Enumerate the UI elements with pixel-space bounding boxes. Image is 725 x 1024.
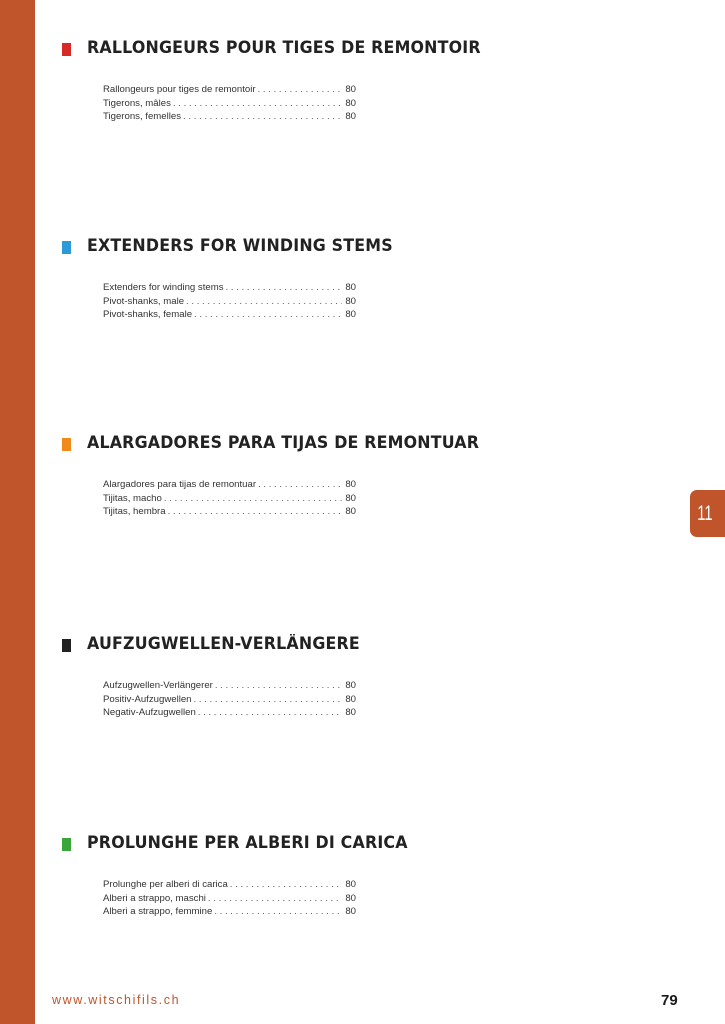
entry-list: [103, 879, 356, 920]
dot-leader: [164, 493, 343, 504]
list-item: [103, 111, 356, 125]
dot-leader: [226, 282, 343, 293]
entry-page: 80: [345, 97, 356, 109]
entry-page: 80: [345, 707, 356, 718]
entry-label: Aufzugwellen-Verlängerer: [103, 680, 213, 691]
entry-label: Tijitas, macho: [103, 492, 162, 504]
list-item: [103, 680, 356, 694]
list-item: [103, 98, 356, 112]
dot-leader: [258, 479, 342, 490]
list-item: [103, 493, 356, 507]
dot-leader: [194, 309, 342, 320]
entry-label: Rallongeurs pour tiges de remontoir: [103, 84, 256, 95]
dot-leader: [186, 296, 342, 307]
section-title: PROLUNGHE PER ALBERI DI CARICA: [87, 833, 408, 852]
dot-leader: [194, 694, 343, 705]
entry-label: Alargadores para tijas de remontuar: [103, 479, 257, 490]
entry-list: [103, 282, 356, 323]
left-color-band: [0, 0, 35, 1024]
entry-label: Prolunghe per alberi di carica: [103, 879, 228, 890]
section-marker: [62, 639, 71, 652]
website-url: www.witschifils.ch: [52, 993, 181, 1007]
entry-label: Pivot-shanks, female: [103, 309, 193, 320]
dot-leader: [258, 84, 343, 95]
list-item: [103, 296, 356, 310]
dot-leader: [173, 98, 342, 109]
chapter-number: 11: [697, 502, 713, 525]
entry-list: [103, 479, 356, 520]
section-marker: [62, 241, 71, 254]
dot-leader: [208, 893, 342, 904]
list-item: [103, 506, 356, 520]
list-item: [103, 707, 356, 721]
page-number: 79: [661, 992, 678, 1009]
entry-page: 80: [345, 906, 356, 917]
entry-list: [103, 680, 356, 721]
entry-label: Tigerons, femelles: [103, 111, 182, 122]
entry-label: Alberi a strappo, femmine: [103, 906, 213, 917]
section-title: ALARGADORES PARA TIJAS DE REMONTUAR: [87, 433, 480, 452]
list-item: [103, 879, 356, 893]
entry-page: 80: [345, 879, 356, 890]
entry-label: Tijitas, hembra: [103, 506, 166, 517]
list-item: [103, 694, 356, 708]
entry-page: 80: [345, 680, 356, 691]
list-item: [103, 893, 356, 907]
entry-page: 80: [345, 111, 356, 122]
dot-leader: [183, 111, 342, 122]
list-item: [103, 84, 356, 98]
entry-page: 80: [345, 492, 356, 504]
entry-page: 80: [345, 282, 356, 293]
dot-leader: [215, 680, 342, 691]
entry-label: Positiv-Aufzugwellen: [103, 693, 192, 705]
entry-list: [103, 84, 356, 125]
entry-page: 80: [345, 892, 356, 904]
list-item: [103, 906, 356, 920]
entry-page: 80: [345, 506, 356, 517]
dot-leader: [198, 707, 343, 718]
entry-page: 80: [345, 479, 356, 490]
entry-label: Extenders for winding stems: [103, 282, 224, 293]
section-title: EXTENDERS FOR WINDING STEMS: [87, 236, 393, 255]
list-item: [103, 282, 356, 296]
entry-label: Alberi a strappo, maschi: [103, 892, 206, 904]
entry-page: 80: [345, 84, 356, 95]
dot-leader: [168, 506, 343, 517]
section-marker: [62, 43, 71, 56]
list-item: [103, 479, 356, 493]
section-marker: [62, 838, 71, 851]
section-marker: [62, 438, 71, 451]
entry-page: 80: [345, 309, 356, 320]
entry-label: Tigerons, mâles: [103, 97, 171, 109]
section-title: AUFZUGWELLEN-VERLÄNGERE: [87, 634, 360, 653]
dot-leader: [230, 879, 343, 890]
list-item: [103, 309, 356, 323]
entry-page: 80: [345, 693, 356, 705]
chapter-tab: [690, 490, 725, 537]
section-title: RALLONGEURS POUR TIGES DE REMONTOIR: [87, 38, 481, 57]
entry-label: Negativ-Aufzugwellen: [103, 707, 196, 718]
entry-label: Pivot-shanks, male: [103, 295, 185, 307]
entry-page: 80: [345, 295, 356, 307]
dot-leader: [214, 906, 342, 917]
